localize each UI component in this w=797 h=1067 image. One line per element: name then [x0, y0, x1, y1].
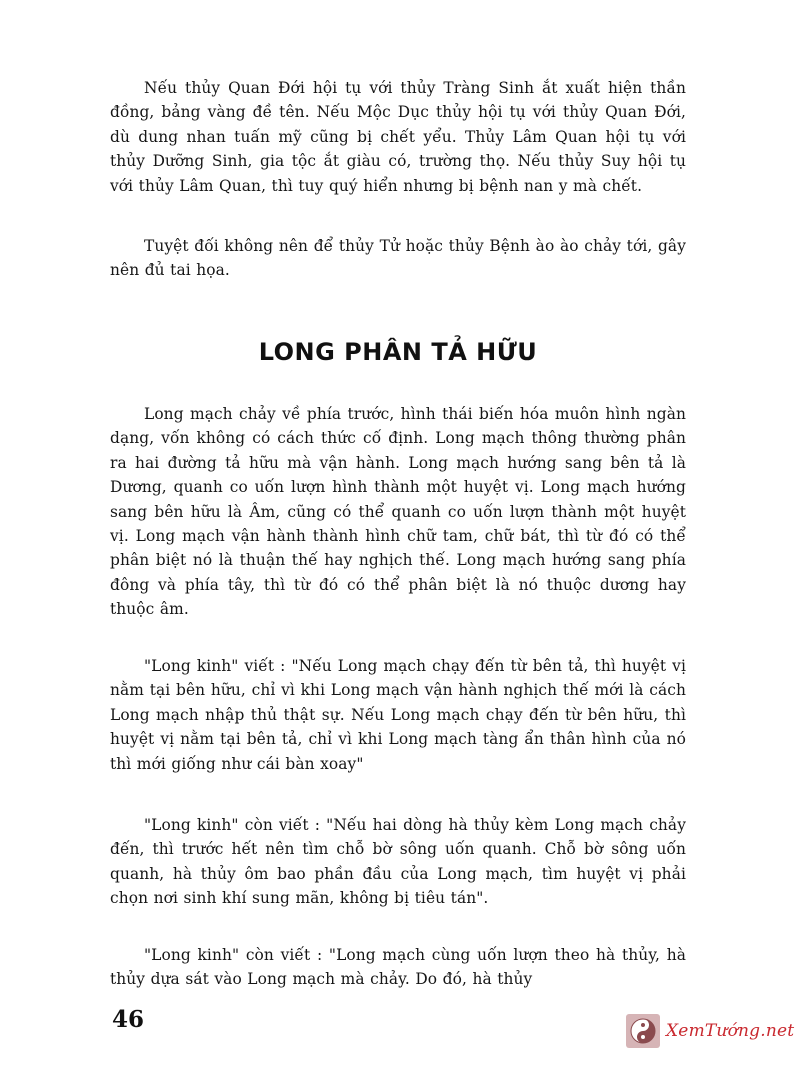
paragraph-1: Nếu thủy Quan Đới hội tụ với thủy Tràng Sinh ắt xuất hiện thần đồng, bảng vàng đề tên. Nếu Mộc Dục thủy hội tụ với thủy Quan Đới, dù dung nhan tuấn mỹ cũng bị chết yểu. Thủy Lâm Quan hội tụ với thủy Dưỡng Sinh, gia tộc ắt giàu có, trường thọ. Nếu thủy Suy hội tụ với thủy Lâm Quan, thì tuy quý hiển nhưng bị bệnh nan y mà chết.	[110, 79, 686, 195]
paragraph-3: Long mạch chảy về phía trước, hình thái biến hóa muôn hình ngàn dạng, vốn không có cách thức cố định. Long mạch thông thường phân ra hai đường tả hữu mà vận hành. Long mạch hướng sang bên tả là Dương, quanh co uốn lượn hình thành một huyệt vị. Long mạch hướng sang bên hữu là Âm, cũng có thể quanh co uốn lượn thành một huyệt vị. Long mạch vận hành thành hình chữ tam, chữ bát, thì từ đó có thể phân biệt nó là thuận thế hay nghịch thế. Long mạch hướng sang phía đông và phía tây, thì từ đó có thể phân biệt là nó thuộc dương hay thuộc âm.	[110, 405, 686, 619]
page-number: 46	[112, 1006, 145, 1033]
paragraph-5: "Long kinh" còn viết : "Nếu hai dòng hà thủy kèm Long mạch chảy đến, thì trước hết nên tìm chỗ bờ sông uốn quanh. Chỗ bờ sông uốn quanh, hà thủy ôm bao phần đầu của Long mạch, tìm huyệt vị phải chọn nơi sinh khí sung mãn, không bị tiêu tán".	[110, 816, 686, 908]
watermark	[626, 1012, 794, 1050]
section-heading: LONG PHÂN TẢ HỮU	[258, 338, 538, 366]
watermark-text: XemTướng.net	[666, 1021, 795, 1041]
paragraph-6: "Long kinh" còn viết : "Long mạch cùng uốn lượn theo hà thủy, hà thủy dựa sát vào Long mạch mà chảy. Do đó, hà thủy	[110, 946, 686, 989]
paragraph-4: "Long kinh" viết : "Nếu Long mạch chạy đến từ bên tả, thì huyệt vị nằm tại bên hữu, chỉ vì khi Long mạch vận hành nghịch thế mới là cách Long mạch nhập thủ thật sự. Nếu Long mạch chạy đến từ bên hữu, thì huyệt vị nằm tại bên tả, chỉ vì khi Long mạch tàng ẩn thân hình của nó thì mới giống như cái bàn xoay"	[110, 657, 686, 773]
paragraph-2: Tuyệt đối không nên để thủy Tử hoặc thủy Bệnh ào ào chảy tới, gây nên đủ tai họa.	[110, 237, 686, 280]
yin-yang-icon	[626, 1014, 660, 1048]
